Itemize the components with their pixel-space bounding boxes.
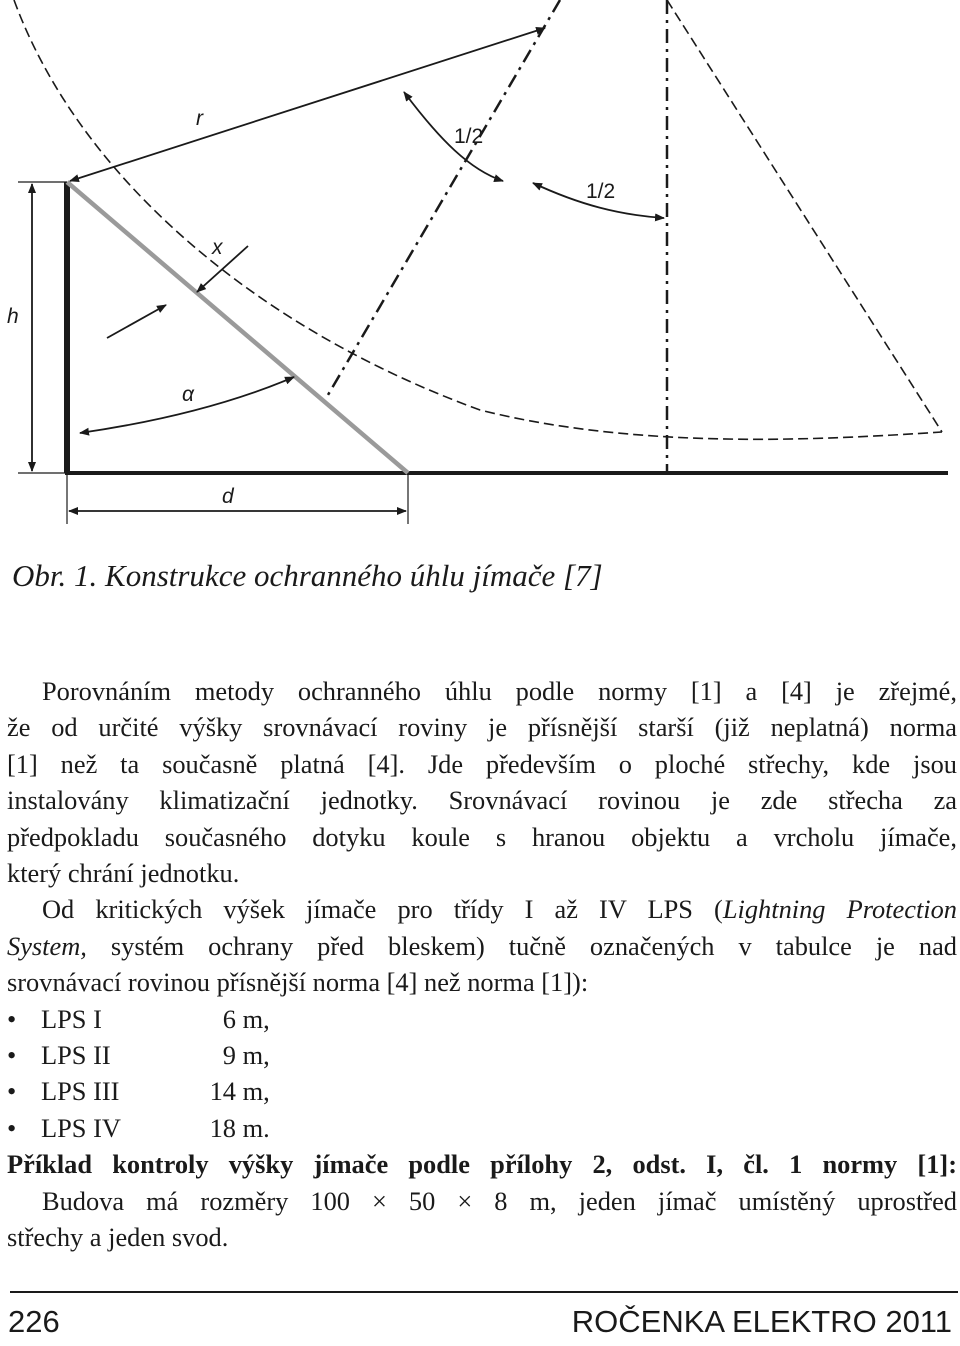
x-dimension-arrow-lower <box>107 305 166 338</box>
italic-term: System, <box>7 930 87 961</box>
paragraph-line: předpokladu současného dotyku koule s hranou objektu a vrcholu jímače, <box>7 821 957 852</box>
lps-height-unit: m. <box>242 1112 270 1143</box>
label-half-1: 1/2 <box>454 125 484 148</box>
paragraph-line: střechy a jeden svod. <box>7 1222 229 1253</box>
label-half-2: 1/2 <box>586 180 616 203</box>
label-alpha: α <box>182 383 194 406</box>
text-span: Od kritických výšek jímače pro třídy I až IV LPS ( <box>42 894 723 925</box>
paragraph-line: který chrání jednotku. <box>7 858 240 889</box>
lps-height-value: 14 <box>209 1076 236 1107</box>
paragraph-line <box>7 891 957 927</box>
lps-class: LPS I <box>41 1003 102 1034</box>
body-text <box>7 673 957 1255</box>
rolling-sphere-arc <box>14 0 942 439</box>
paragraph-line: instalovány klimatizační jednotky. Srovnávací rovinou je zde střecha za <box>7 785 957 816</box>
lps-height-unit: m, <box>242 1003 270 1034</box>
italic-term: Lightning Protection <box>722 894 957 925</box>
lps-list-item <box>7 1037 957 1073</box>
paragraph-line <box>7 928 957 964</box>
label-h: h <box>7 305 19 328</box>
publication-title: ROČENKA ELEKTRO 2011 <box>571 1304 952 1339</box>
bullet: • <box>7 1040 17 1071</box>
x-dimension-arrow-upper <box>197 246 248 292</box>
lps-height-value: 6 <box>222 1003 236 1034</box>
lps-height-unit: m, <box>242 1040 270 1071</box>
protection-angle-line <box>67 182 408 473</box>
lps-class: LPS IV <box>41 1112 121 1143</box>
label-d: d <box>222 485 234 508</box>
label-x: x <box>212 236 223 259</box>
lps-list-item <box>7 1073 957 1109</box>
lps-list-item <box>7 1110 957 1146</box>
lps-list-item <box>7 1001 957 1037</box>
paragraph-line: srovnávací rovinou přísnější norma [4] než norma [1]): <box>7 967 589 998</box>
lps-class: LPS II <box>41 1040 111 1071</box>
lps-class: LPS III <box>41 1076 120 1107</box>
text-span: systém ochrany před bleskem) tučně označených v tabulce je nad <box>86 930 957 961</box>
paragraph-line: Porovnáním metody ochranného úhlu podle normy [1] a [4] je zřejmé, <box>42 676 957 706</box>
example-heading: Příklad kontroly výšky jímače podle přílohy 2, odst. I, čl. 1 normy [1]: <box>7 1149 957 1180</box>
bullet: • <box>7 1112 17 1143</box>
label-r: r <box>196 107 203 130</box>
sphere-arc-edge <box>667 0 942 432</box>
paragraph-line: [1] než ta současně platná [4]. Jde především o ploché střechy, kde jsou <box>7 748 957 779</box>
sphere-bisector-line <box>325 0 560 400</box>
lps-height-value: 9 <box>222 1040 236 1071</box>
bullet: • <box>7 1003 17 1034</box>
bullet: • <box>7 1076 17 1107</box>
paragraph-line: Budova má rozměry 100 × 50 × 8 m, jeden jímač umístěný uprostřed <box>42 1185 957 1216</box>
lightning-rod-protection-angle-diagram <box>0 0 960 540</box>
figure-caption: Obr. 1. Konstrukce ochranného úhlu jímače [7] <box>12 558 603 593</box>
footer-rule <box>10 1291 958 1293</box>
radius-r-arrow <box>70 28 545 181</box>
lps-height-unit: m, <box>242 1076 270 1107</box>
page-number: 226 <box>8 1304 60 1339</box>
lps-height-value: 18 <box>209 1112 236 1143</box>
paragraph-line: že od určité výšky srovnávací roviny je přísnější starší (již neplatná) norma <box>7 712 957 743</box>
